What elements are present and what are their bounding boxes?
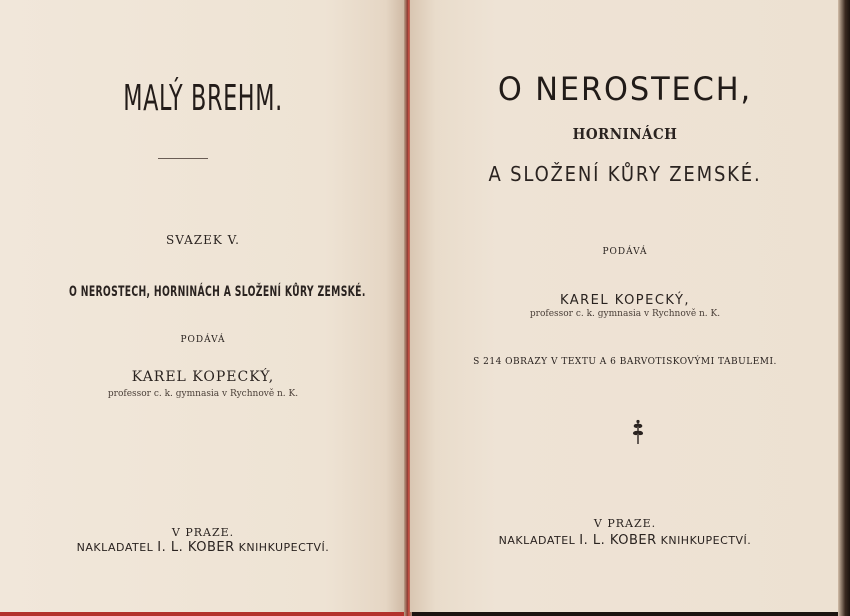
author-name: KAREL KOPECKÝ, [559,293,691,308]
author-name: KAREL KOPECKÝ, [131,369,275,385]
publisher-line [0,540,406,555]
publisher-prefix: NAKLADATEL [76,541,154,554]
divider-rule [158,158,208,159]
subtitle-line-2: A SLOŽENÍ KŮRY ZEMSKÉ. [488,162,762,186]
book-edge [838,0,850,616]
publication-place: V PRAZE. [171,526,235,539]
publisher-suffix: KNIHKUPECTVÍ. [238,541,330,554]
subtitle-line-1: HORNINÁCH [572,125,678,143]
publisher-name: I. L. KOBER [579,533,657,548]
left-page [0,0,406,616]
publisher-line [410,533,840,548]
main-title: O NEROSTECH, [497,70,753,108]
presented-by-label: PODÁVÁ [180,335,226,345]
publisher-suffix: KNIHKUPECTVÍ. [660,534,752,547]
publication-place: V PRAZE. [593,517,657,530]
presented-by-label: PODÁVÁ [602,247,648,257]
floral-ornament-icon [630,419,646,449]
illustrations-note: S 214 OBRAZY V TEXTU A 6 BARVOTISKOVÝMI TABULEMI. [473,357,777,367]
publisher-name: I. L. KOBER [157,540,235,555]
author-affiliation: professor c. k. gymnasia v Rychnově n. K. [107,389,299,399]
subject-title: O NEROSTECH, HORNINÁCH A SLOŽENÍ KŮRY ZEMSKÉ. [69,284,366,300]
publisher-prefix: NAKLADATEL [498,534,576,547]
right-page [410,0,840,612]
author-affiliation: professor c. k. gymnasia v Rychnově n. K. [529,309,721,319]
series-title: MALÝ BREHM. [123,78,283,119]
volume-label: SVAZEK V. [166,233,240,247]
